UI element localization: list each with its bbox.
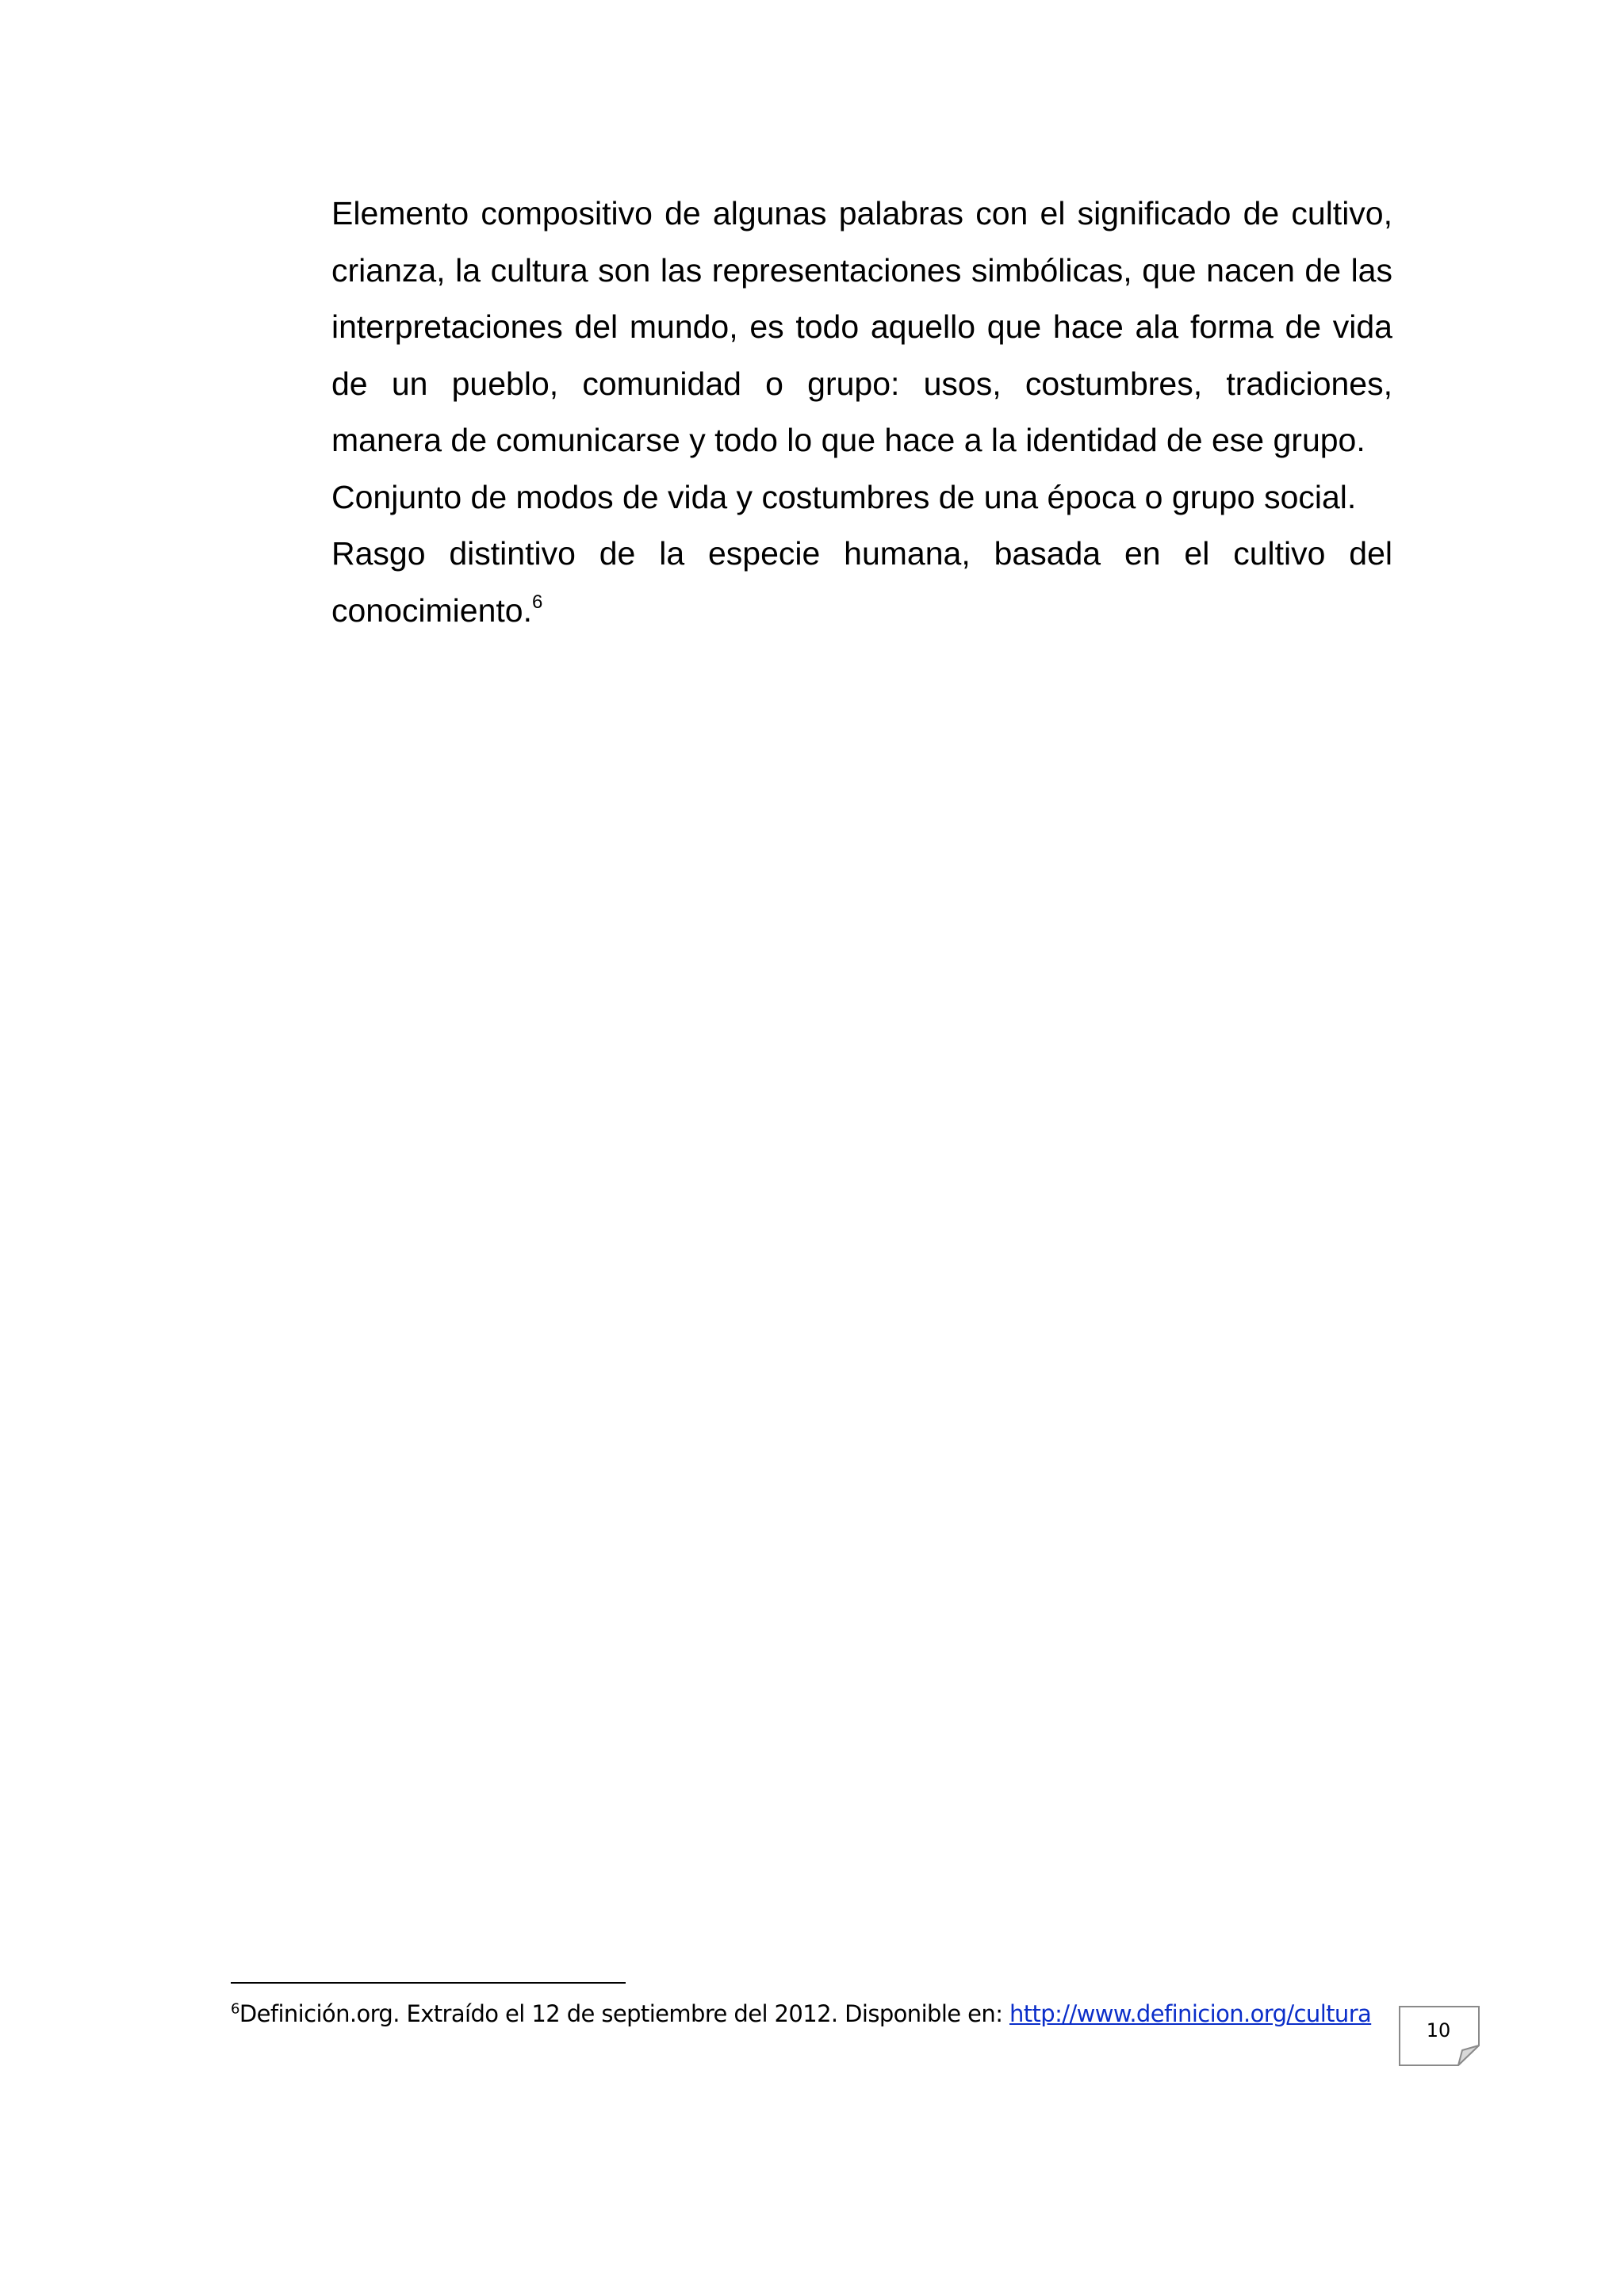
body-line: interpretaciones del mundo, es todo aquello que hace ala forma de vida <box>331 308 1392 345</box>
footnote-text: Definición.org. Extraído el 12 de septiembre del 2012. Disponible en: <box>239 2000 1009 2027</box>
footnote <box>231 1995 1396 2033</box>
body-line-last <box>331 583 1392 640</box>
footnote-link[interactable]: http://www.definicion.org/cultura <box>1009 2000 1372 2027</box>
body-line: Elemento compositivo de algunas palabras con el significado de cultivo, <box>331 195 1392 232</box>
body-line: Rasgo distintivo de la especie humana, basada en el cultivo del <box>331 535 1392 572</box>
body-line: de un pueblo, comunidad o grupo: usos, costumbres, tradiciones, <box>331 365 1392 402</box>
body-line-text: conocimiento. <box>331 591 532 629</box>
body-line: crianza, la cultura son las representaciones simbólicas, que nacen de las <box>331 251 1392 289</box>
footnote-reference[interactable]: 6 <box>531 591 543 613</box>
body-paragraph <box>331 186 1392 639</box>
footnote-mark: 6 <box>231 2000 239 2018</box>
page-number: 10 <box>1426 2019 1451 2042</box>
footnote-separator <box>231 1982 626 1984</box>
body-line: Conjunto de modos de vida y costumbres de una época o grupo social. <box>331 478 1357 515</box>
body-line: manera de comunicarse y todo lo que hace a la identidad de ese grupo. <box>331 422 1365 458</box>
page-number-box <box>1399 2006 1480 2066</box>
